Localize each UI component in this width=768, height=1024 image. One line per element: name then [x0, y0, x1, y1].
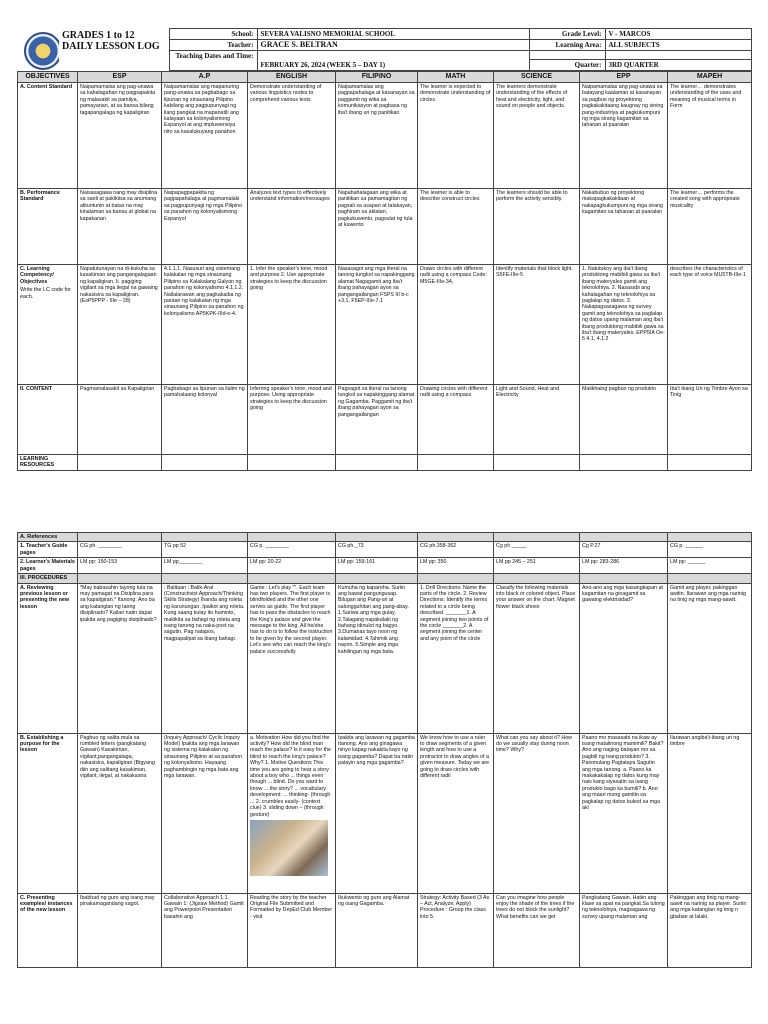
table-cell: [248, 542, 336, 558]
grade-label: Grade Level:: [529, 29, 605, 40]
cell-text: Draws circles with different radii using a compass Code: M5GE-IIIe-34,: [420, 266, 487, 285]
cell-text: What can you say about it? How do we usually stay during noon time? Why?: [496, 734, 572, 754]
table-cell: [248, 733, 336, 893]
cell-text: The learner is expected to demonstrate understanding of circles: [420, 84, 491, 103]
cell-text: a. Motivation How did you find the activity? How did the blind man reach the palace? Is it easy for the blind to reach the king's palace? Why? 1. Motive Questions This time you are going to hear a story about a boy who ... things even though ... blind. Do you want to know ... the story? ... vocabulary development: ... thinking- (through ... 2. crumbles easily- (context clue) 3. sliding down – (through gesture): [250, 734, 331, 818]
table-row: [18, 265, 752, 385]
table-row: [18, 189, 752, 265]
table-cell: [668, 189, 752, 265]
table-cell: [78, 893, 162, 967]
table-cell: [336, 455, 418, 471]
column-header: OBJECTIVES: [18, 72, 78, 83]
column-header: SCIENCE: [494, 72, 580, 83]
cell-text: Ibabhad ng guro ang isang may pinakamagandang sagot.: [80, 894, 155, 908]
lesson-log-header: [17, 28, 752, 71]
cell-text: Analyzes text types to effectively understand information/messages: [250, 190, 330, 203]
table-cell: [336, 542, 418, 558]
row-label: B. Establishing a purpose for the lesson: [20, 734, 64, 754]
row-label: A. Content Standard: [20, 84, 73, 90]
table-cell: [580, 83, 668, 189]
table-cell: [580, 733, 668, 893]
table-cell: [248, 385, 336, 455]
table-cell: [668, 265, 752, 385]
table-cell: [418, 455, 494, 471]
table-cell: [248, 558, 336, 574]
cell-text: Inferring speaker's tone, mood and purpose. Using appropriate strategies to keep the discussion going: [250, 386, 332, 412]
cell-text: Naipamamalas ang pag-unawa sa batayang kaalaman at kasanayan sa pagbuo ng proyektong pagkakakitaang kaugnay ng sining pang-industriya at pagkukumpuni ng mga sirang kagamitan sa tahanan at paaralan: [582, 84, 664, 129]
table-cell: [494, 189, 580, 265]
table-cell: [418, 542, 494, 558]
table-cell: [494, 893, 580, 967]
cell-text: Light and Sound, Heat and Electricity: [496, 386, 560, 399]
teacher-value: GRACE S. BELTRAN: [257, 40, 529, 51]
table-row: [18, 385, 752, 455]
cell-text: Can you imagine how people enjoy the shade of the trees if the trees do not block the sunlight? What benefits can we get: [496, 894, 575, 920]
cell-text: LM pp: 283-286: [582, 559, 620, 566]
table-cell: [336, 385, 418, 455]
table-cell: [580, 385, 668, 455]
table-cell: [248, 83, 336, 189]
table-cell: [162, 83, 248, 189]
cell-text: Iba't ibang Uri ng Timbre Ayon sa Tinig: [670, 386, 748, 399]
table-cell: [78, 583, 162, 733]
row-label-cell: [18, 189, 78, 265]
table-cell: [78, 265, 162, 385]
table-cell: [418, 385, 494, 455]
table-cell: [336, 733, 418, 893]
cell-text: Ilarawan angiba't-ibang uri ng timbre: [670, 734, 740, 748]
subject-header-row: [18, 72, 752, 83]
table-row: [18, 83, 752, 189]
cell-text: Paano mo masasabi na ikaw ay isang matalinong mamimili? Bakit? Ano ang naging batayan mo sa pagbili ng isang produkto? 3. Panimulang Pagtataya Sagutin ang mga tanong. a. Paano ka makakakalap ng datos kung may nais kang siyasatin sa isang produkto bago ka bumili? b. Ano ang maari mong gamitin sa pagkalap ng datos bukod sa mga aki: [582, 734, 664, 812]
row-note: Write the LC code for each.: [20, 287, 71, 300]
table-cell: [418, 265, 494, 385]
cell-text: 1. Drill Directions: Name the parts of the circle. 2. Review Directions: Identify the terms related to a circle being described. _______1. A segment joining two points of the circle _______2. A segment joining the center and any point of the circle: [420, 584, 489, 642]
table-cell: [494, 385, 580, 455]
cell-text: (Inquiry Approach/ Cyclic Inquiry Model) Ipakita ang mga larawan ng sistema ng kalakalan ng sinaunang Pilipino at sa panahon ng kolonyalismo. Hayaang paghambingin ng mga bata ang mga larawan.: [164, 734, 243, 780]
table-cell: [336, 574, 418, 583]
column-header: ENGLISH: [248, 72, 336, 83]
cell-text: Ipakita ang larawan ng gagamba Itanong. Ano ang ginagawa ninyo kapag nakakita kayo ng isang gagamba? Dapat ba natin patayin ang mga gagamba?: [338, 734, 415, 767]
table-cell: [580, 574, 668, 583]
table-cell: [248, 455, 336, 471]
cell-text: 1. Infer the speaker's tone, mood and purpose 2. Use appropriate strategies to keep the discussion going: [250, 266, 328, 292]
cell-text: Demonstrate understanding of various linguistics nodes to comprehend various texts: [250, 84, 322, 103]
quarter-value: 3RD QUARTER: [605, 60, 751, 71]
table-cell: [494, 558, 580, 574]
cell-text: LM pp: 150-153: [80, 559, 118, 566]
cell-text: : Balitaan : Balik-Aral (Constructivist Approach/Thinking Skills Strategy) Ihanda ang roleta ng karunungan. Ipaikot ang roleta. Kung saang kulay ito huminto, makikita sa bahagi ng roleta ang isang tanong na naka-post na sagutin. Pag natapos, magpapalipat sa ibang bahagi.: [164, 584, 245, 642]
cell-text: Collaborative Approach 1.1. Gawain 1: (Jigsaw Method) Gamit ang Powerpoint Presentation basahin ang: [164, 894, 244, 920]
row-label-cell: [18, 83, 78, 189]
cell-text: Classify the following materials into black or colored object. Place your answer on the chart. Magnet flower black shoes: [496, 584, 576, 610]
dates-label: Teaching Dates and Time:: [169, 51, 257, 71]
cell-text: Drawing circles with different radii using a compass: [420, 386, 488, 399]
objectives-table: [17, 71, 752, 471]
cell-text: Maiikhaing pagbuo ng produkto: [582, 386, 656, 392]
cell-text: CG ph.358-362: [420, 543, 457, 550]
table-cell: [580, 558, 668, 574]
row-label-cell: [18, 455, 78, 471]
table-cell: [668, 583, 752, 733]
table-cell: [78, 542, 162, 558]
table-cell: [162, 733, 248, 893]
cell-text: CG ph._73: [338, 543, 364, 550]
table-cell: [668, 574, 752, 583]
area-label: Learning Area:: [529, 40, 605, 51]
table-cell: [668, 533, 752, 542]
story-illustration-image: [250, 820, 328, 876]
table-row: [18, 533, 752, 542]
table-cell: [494, 574, 580, 583]
column-header: EPP: [580, 72, 668, 83]
table-cell: [580, 189, 668, 265]
table-cell: [248, 189, 336, 265]
row-label: B. Performance Standard: [20, 190, 60, 203]
bottom-section: [17, 532, 751, 968]
cell-text: Pagsagot sa literal na tanong tungkol sa napakinggang alamat ng Gagamba. Paggamit ng iba't ibang pahayagan ayon sa pangangailangan: [338, 386, 415, 418]
row-label: A. Reviewing previous lesson or presenting the new lesson: [20, 584, 70, 610]
table-cell: [668, 83, 752, 189]
table-cell: [78, 455, 162, 471]
table-cell: [668, 733, 752, 893]
school-label: School:: [169, 29, 257, 40]
table-cell: [162, 533, 248, 542]
table-cell: [248, 265, 336, 385]
table-row: [18, 574, 752, 583]
column-header: A.P: [162, 72, 248, 83]
table-cell: [78, 574, 162, 583]
cell-text: Naisasagawa nang may disiplina sa sarili at pakikiisa sa anumang alituntunin at batas na may kinalaman sa bansa at global na kapakanan: [80, 190, 158, 222]
table-cell: [248, 574, 336, 583]
cell-text: We know how to use a ruler to draw segments of a given length and how to use a protractor to draw angles of a given measure. Today we are going to draw circles with different radii: [420, 734, 490, 780]
row-label-cell: [18, 574, 78, 583]
table-cell: [162, 265, 248, 385]
table-cell: [78, 733, 162, 893]
cell-text: Naipamamalas ang mapanuring pang-unawa sa pagbabago sa lipunan ng sinaunang Pilipino kabilang ang pagpupunyagi ng ilang pangkat na mapanatili ang kalayaan sa kolonyalismong Espanyol at ang impluwensiya nito sa kasalukuyang panahon: [164, 84, 240, 135]
table-cell: [494, 83, 580, 189]
table-cell: [494, 583, 580, 733]
cell-text: Ano-ano ang mga kasangkapan at kagamitan na ginagamit sa gawaing elektrisidad?: [582, 584, 663, 604]
cell-text: Naipamamalas ang pagpapahalaga at kasanayan sa paggamit ng wika sa komunikasyon at pagbasa ng iba't ibang uri ng panitikan: [338, 84, 415, 116]
row-label-cell: [18, 533, 78, 542]
table-cell: [248, 893, 336, 967]
table-cell: [580, 455, 668, 471]
row-label-cell: [18, 733, 78, 893]
procedures-table: [17, 532, 752, 968]
row-label-cell: [18, 542, 78, 558]
row-label: C. Learning Competency/ Objectives: [20, 266, 54, 285]
cell-text: 1. Natutukoy ang iba't ibang produktong mabibili gawa sa iba't ibang materyales gamit ang teknolohiya. 2. Nasasabi ang kahalagahan ng teknolohiya sa paglalap ng datos. 3. Nakapagsasagawa ng survey gamit ang teknolohiya sa paglalap ng datos upang malaman ang iba't ibang produktong mabibili gawa sa iba't ibang materyales. EPP5IA Oe-5 4.1, 4.1.2: [582, 266, 665, 343]
table-cell: [668, 542, 752, 558]
title-line-1: GRADES 1 to 12: [62, 29, 135, 41]
cell-text: Strategy: Activity Based (3 As – Act, Analyze, Apply) Procedure : Group the class into 5.: [420, 894, 490, 920]
table-cell: [580, 542, 668, 558]
quarter-label: Quarter:: [529, 60, 605, 71]
objectives-body: [18, 83, 752, 471]
cell-text: Ikukwento ng guro ang Alamat ng isang Gagamba.: [338, 894, 410, 908]
cell-text: LM pp: 20-22: [250, 559, 282, 566]
table-cell: [162, 542, 248, 558]
table-cell: [162, 385, 248, 455]
dates-value: FEBRUARY 26, 2024 (WEEK 5 – DAY 1): [257, 51, 529, 71]
column-header: FILIPINO: [336, 72, 418, 83]
cell-text: Gamit ang player, pakinggan awitin. Ilarawan ang mga narinig na tinig ng mga mang-aawit.: [670, 584, 746, 604]
grade-value: V - MARCOS: [605, 29, 751, 40]
table-cell: [494, 455, 580, 471]
table-cell: [494, 265, 580, 385]
table-row: [18, 733, 752, 893]
cell-text: The learner… demonstrates understanding of the uses and meaning of musical terms in Form: [670, 84, 742, 110]
cell-text: Pangkatang Gawain. Hatiin ang klase sa apat na pangkat.Sa tulong ng teknolohiya, magsagawa ng survey upang malaman ang: [582, 894, 665, 920]
table-cell: [78, 83, 162, 189]
row-label-cell: [18, 583, 78, 733]
cell-text: LM pp: 350: [420, 559, 447, 566]
cell-text: The learners should be able to perform the activity sensibly.: [496, 190, 568, 203]
table-cell: [418, 574, 494, 583]
cell-text: Nasasagot ang mga literal na tanong tungkol sa napakinggang alamat Nagagamit ang iba't ibang pahayagan ayon sa pangangailangan FSPS III b-c +3.1, F5EP-IIIe-7.1: [338, 266, 415, 305]
table-cell: [668, 558, 752, 574]
cell-text: Game : Let's play "". Each team has two players. The first player is blindfolded and the other one serves as guide. The first player has to pass the obstacles to reach the King's palace and give the message to the king. All he/she has to do is to follow the instruction to be given by the second player. Let's see who can reach the king's palace successfully: [250, 584, 333, 655]
table-cell: [248, 533, 336, 542]
row-label: 2. Learner's Materials pages: [20, 559, 75, 572]
table-cell: [418, 558, 494, 574]
table-row: [18, 542, 752, 558]
cell-text: Nakabubuo ng proyektong makapagkakakitaan at nakapagkukumpuni ng mga sirang kagamitan sa tahanan at paaralan: [582, 190, 663, 216]
table-cell: [336, 83, 418, 189]
cell-text: CG ph. ________: [80, 543, 122, 550]
row-label-cell: [18, 265, 78, 385]
table-row: [18, 558, 752, 574]
area-value: ALL SUBJECTS: [605, 40, 751, 51]
table-cell: [668, 385, 752, 455]
table-cell: [418, 533, 494, 542]
table-cell: [336, 189, 418, 265]
procedures-body: [18, 533, 752, 968]
table-cell: [494, 733, 580, 893]
title-cell: [59, 29, 169, 71]
table-cell: [580, 583, 668, 733]
table-cell: [162, 583, 248, 733]
table-cell: [336, 583, 418, 733]
table-cell: [78, 189, 162, 265]
top-section: [17, 28, 751, 471]
table-cell: [78, 533, 162, 542]
cell-text: Pagmamalasakit sa Kapaligiran: [80, 386, 155, 392]
blank-label: [529, 51, 605, 60]
title-line-2: DAILY LESSON LOG: [62, 40, 160, 52]
table-cell: [248, 583, 336, 733]
row-label: III. PROCEDURES: [20, 575, 68, 582]
row-label: LEARNING RESOURCES: [20, 456, 55, 469]
table-cell: [418, 189, 494, 265]
table-cell: [162, 189, 248, 265]
school-value: SEVERA VALISNO MEMORIAL SCHOOL: [257, 29, 529, 40]
cell-text: Naipapagpapakita ng pagpapahalaga at pagmamalaki sa pagpupunyagi ng mga Pilipino sa panahon ng kolonyalismong Espanyol: [164, 190, 243, 222]
blank-value: [605, 51, 751, 60]
table-cell: [162, 558, 248, 574]
table-row: [18, 893, 752, 967]
cell-text: The learners demonstrate understanding of the effects of heat and electricity, light, and sound on people and objects.: [496, 84, 568, 110]
table-cell: [162, 455, 248, 471]
table-cell: [336, 533, 418, 542]
table-cell: [78, 385, 162, 455]
table-row: [18, 455, 752, 471]
cell-text: Pakinggan ang tinig ng mang-aawit na narinig sa player. Suriin ang mga katangian ng tinig n gbabae at lalaki.: [670, 894, 747, 920]
row-label-cell: [18, 893, 78, 967]
cell-text: CG p. ________: [250, 543, 289, 550]
cell-text: *May babasahin tayong tula na may pamagat na Disiplina para sa kapaligiran.* Itanong: Ano ba ang katangian ng taong disiplinado? Kailan natin dapat ipakita ang pagiging disiplinado?: [80, 584, 157, 623]
cell-text: Identify materials that block light. S5FE-IIIe-5: [496, 266, 573, 279]
column-header: MATH: [418, 72, 494, 83]
cell-text: Pagbabago sa lipunan sa ilalim ng pamahalaang kolonyal: [164, 386, 245, 399]
cell-text: The learner… performs the created song with appropriate musicality: [670, 190, 740, 209]
table-cell: [580, 893, 668, 967]
table-cell: [78, 558, 162, 574]
table-cell: [336, 558, 418, 574]
logo-cell: [17, 29, 59, 71]
column-header: MAPEH: [668, 72, 752, 83]
cell-text: Kumuha ng kapareha. Suriin ang bawat pangungusap. Bilugan ang Pang-uri at salungguhitan ang pang-abay. 1.Sariwa ang mga gulay. 2.Talagang napakalaki ng bahang idinulot ng bagyo. 3.Dumanas tayo noon ng kalamidad. 4.Tahimik ang nayon. 5.Simple ang mga kahilingan ng mga bata.: [338, 584, 409, 655]
column-header: ESP: [78, 72, 162, 83]
deped-seal-logo: [24, 32, 59, 70]
table-cell: [494, 542, 580, 558]
cell-text: Reading the story by the teacher Original File Submitted and Formatted by DepEd Club Member - visit: [250, 894, 333, 920]
cell-text: LM pp 245 – 251: [496, 559, 536, 566]
cell-text: 4.1.1.1. Nasusuri ang sistemang kalakalan ng mga sinaunang Pilipino sa Kalakalang Galyon ng panahon ng kolonyalismo 4.1.1.2. Nailalarawan ang pagkakaiba ng paraan ng kalakalan ng mga sinaunang Pilipino sa panahon ng kolonyalismo AP5KPK-IIId-e-4.: [164, 266, 244, 317]
row-label: II. CONTENT: [20, 386, 53, 392]
table-cell: [580, 265, 668, 385]
cell-text: Napahahalagaan ang wika at panitikan sa pamamagitan ng pagsali sa usapan at talakayan, paghiram sa aklatan, pagkukuwento, pagsulat ng tula at kuwento: [338, 190, 413, 229]
table-cell: [336, 265, 418, 385]
table-cell: [668, 455, 752, 471]
cell-text: The learner is able to describe construct circles: [420, 190, 480, 203]
table-cell: [418, 83, 494, 189]
cell-text: LM pp: ______: [670, 559, 706, 566]
row-label-cell: [18, 558, 78, 574]
cell-text: Naipamamalas ang pag-unawa sa kahalagahan ng pagpapakita ng malasakit sa pamilya, pamayanan, at sa bansa bilang tagapangalaga ng kapaligiran: [80, 84, 156, 116]
table-cell: [418, 893, 494, 967]
table-cell: [162, 893, 248, 967]
cell-text: TG pp 52: [164, 543, 187, 550]
table-cell: [418, 733, 494, 893]
cell-text: Cg P.27: [582, 543, 601, 550]
cell-text: CG p. ______: [670, 543, 703, 550]
row-label: C. Presenting examples/ instances of the new lesson: [20, 894, 73, 914]
cell-text: Pagbuo ng salita mula sa rumbled letters (pangkatang Gawain) Kasakiman, vigilant,pangangalaga, nakasisira, kapaligiran (Bigyang diin ang salitang kasakiman, vigilant, ilegal, at nakakasira: [80, 734, 155, 780]
row-label-cell: [18, 385, 78, 455]
table-cell: [494, 533, 580, 542]
cell-text: Napatutunayan na di-kukuha sa kasakiman ang pangangalagaan ng kapaligiran. Ii. pagiging vigilant sa mga ilegal na gawaing nakasisira sa kapaligiran. (EsP5PPP - IIIe – 28): [80, 266, 158, 305]
cell-text: Cg ph _____: [496, 543, 527, 550]
cell-text: describes the characteristics of each type of voice MU5TB-IIIe-1: [670, 266, 746, 279]
table-cell: [580, 533, 668, 542]
row-label: A. References: [20, 534, 58, 540]
table-cell: [336, 893, 418, 967]
cell-text: LM pp: 159-161: [338, 559, 376, 566]
cell-text: LM pp________: [164, 559, 203, 566]
teacher-label: Teacher:: [169, 40, 257, 51]
table-cell: [418, 583, 494, 733]
table-cell: [668, 893, 752, 967]
table-row: [18, 583, 752, 733]
row-label: 1. Teacher's Guide pages: [20, 543, 68, 556]
table-cell: [162, 574, 248, 583]
